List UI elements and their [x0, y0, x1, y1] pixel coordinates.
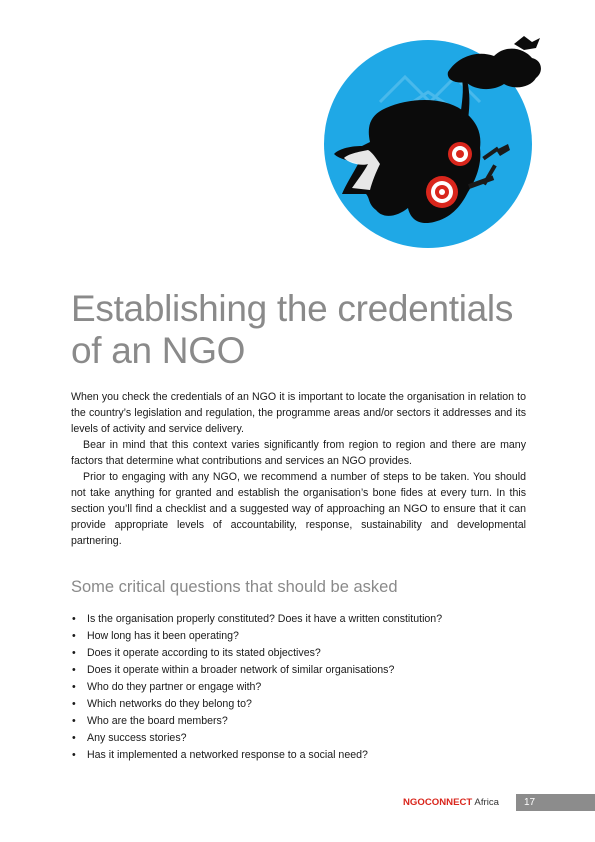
page-title: [71, 288, 541, 372]
paragraph-1: When you check the credentials of an NGO it is important to locate the organisation in relation to the country’s legislation and regulation, the programme areas and/or sectors it addresses and its levels of activity and service delivery.: [71, 391, 526, 435]
bullet: •: [72, 613, 76, 625]
question-text: Which networks do they belong to?: [87, 698, 252, 710]
human-head-with-tree-and-tools-icon: [324, 36, 541, 248]
list-item: [71, 611, 526, 628]
brand-connect: CONNECT: [424, 797, 473, 808]
list-item: [71, 662, 526, 679]
page-number: 17: [524, 797, 536, 808]
title-line-1: Establishing the credentials: [71, 288, 514, 329]
paragraph-2: Bear in mind that this context varies significantly from region to region and there are many factors that determine what contributions and services an NGO provides.: [71, 439, 526, 467]
questions-list: [71, 611, 526, 764]
footer-brand: [403, 797, 499, 809]
list-item: [71, 645, 526, 662]
question-text: Who are the board members?: [87, 715, 228, 727]
brand-africa: Africa: [472, 797, 499, 808]
brand-ngo: NGO: [403, 797, 425, 808]
bullet: •: [72, 715, 76, 727]
head-tree-illustration: [310, 32, 550, 252]
bullet: •: [72, 681, 76, 693]
question-text: Who do they partner or engage with?: [87, 681, 262, 693]
question-text: How long has it been operating?: [87, 630, 239, 642]
question-text: Does it operate according to its stated objectives?: [87, 647, 321, 659]
bullet: •: [72, 664, 76, 676]
bullet: •: [72, 732, 76, 744]
section-subheading: Some critical questions that should be asked: [71, 578, 398, 596]
list-item: [71, 628, 526, 645]
list-item: [71, 696, 526, 713]
page-number-box: [516, 794, 595, 811]
body-text: [71, 389, 526, 549]
paragraph-3: Prior to engaging with any NGO, we recommend a number of steps to be taken. You should not take anything for granted and establish the organisation’s bone fides at every turn. In this section you’ll find a checklist and a suggested way of approaching an NGO to ensure that it can provide appropriate levels of accountability, response, sustainability and developmental partnering.: [71, 471, 526, 547]
title-line-2: of an NGO: [71, 330, 246, 371]
list-item: [71, 713, 526, 730]
question-text: Has it implemented a networked response to a social need?: [87, 749, 368, 761]
list-item: [71, 747, 526, 764]
question-text: Does it operate within a broader network of similar organisations?: [87, 664, 395, 676]
bullet: •: [72, 647, 76, 659]
question-text: Is the organisation properly constituted? Does it have a written constitution?: [87, 613, 443, 625]
list-item: [71, 679, 526, 696]
bullet: •: [72, 630, 76, 642]
bullet: •: [72, 698, 76, 710]
list-item: [71, 730, 526, 747]
question-text: Any success stories?: [87, 732, 187, 744]
bullet: •: [72, 749, 76, 761]
